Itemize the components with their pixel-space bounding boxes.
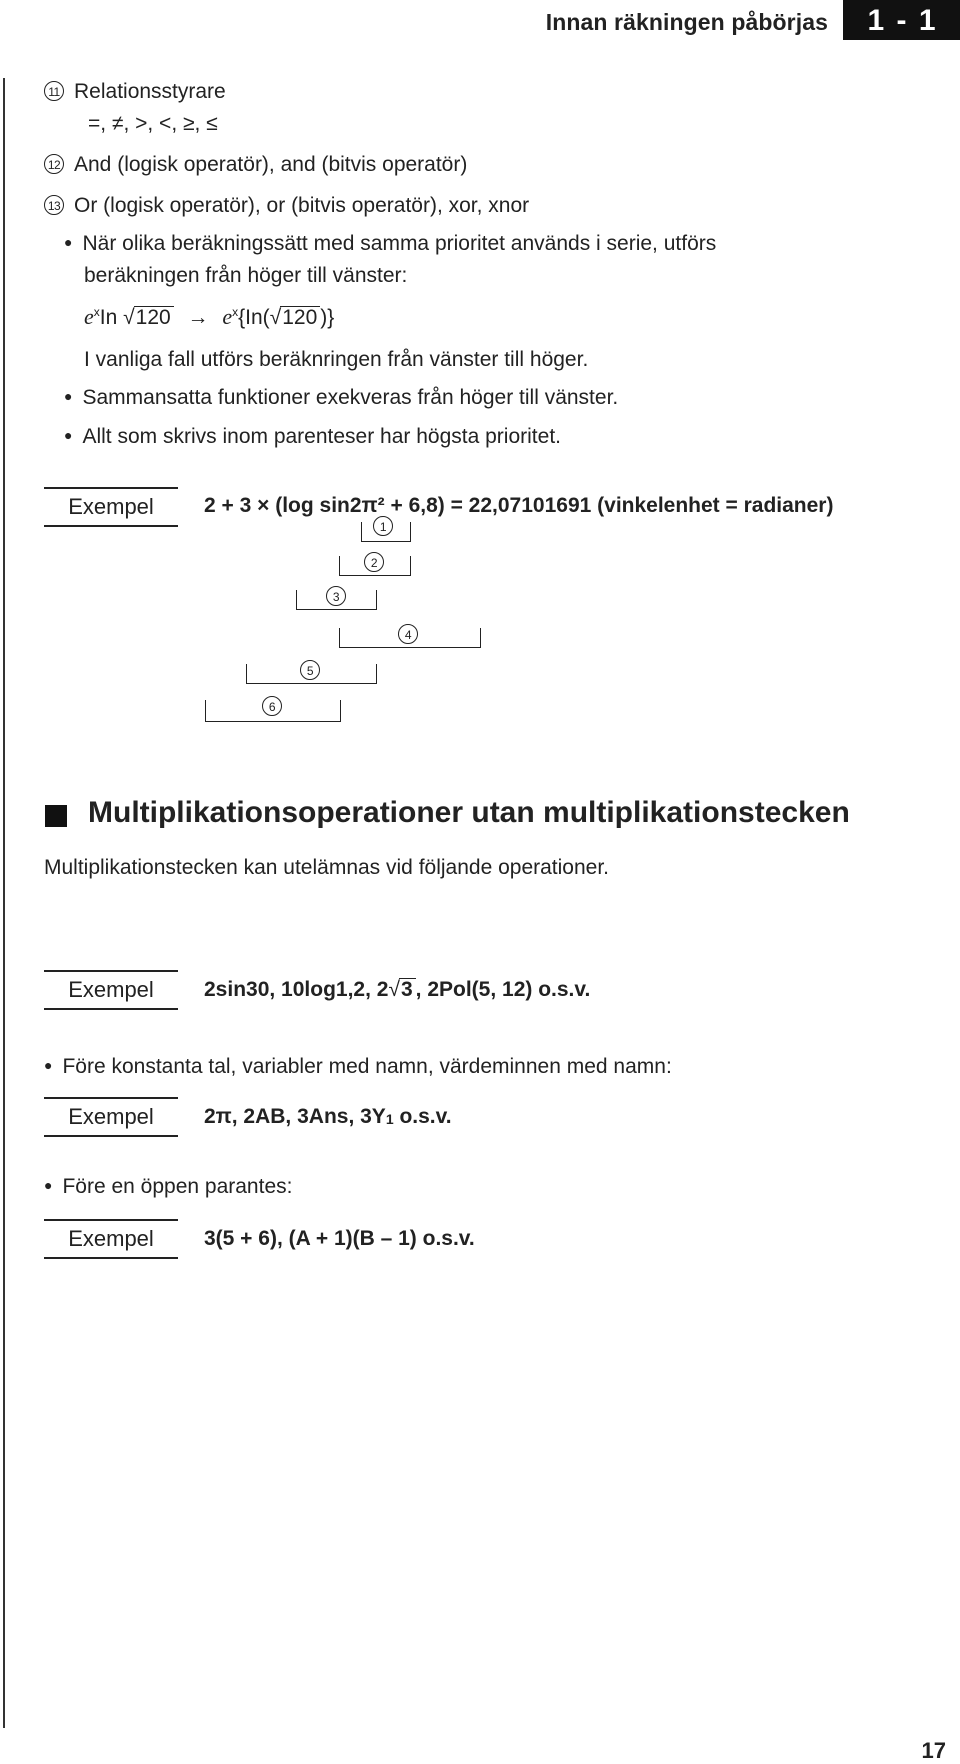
- sqrt-icon: √: [269, 306, 282, 329]
- example-3-expression: 2π, 2AB, 3Ans, 3Y1 o.s.v.: [204, 1105, 452, 1128]
- bracket-5-label: 5: [300, 660, 320, 682]
- bullet-1-note: I vanliga fall utförs beräknringen från vänster till höger.: [84, 348, 589, 371]
- circled-number: 13: [44, 195, 64, 215]
- bullet-text: Före en öppen parantes:: [62, 1175, 293, 1198]
- formula-example: $e^xIn$ $√120 \to e^x\{In(√120$ )}: [84, 304, 335, 329]
- bullet-icon: ●: [64, 234, 73, 250]
- circled-number: 11: [44, 81, 64, 101]
- circled-number: 12: [44, 154, 64, 174]
- bracket-4-label: 4: [398, 624, 418, 646]
- sqrt-icon: √: [123, 306, 135, 329]
- example-1-expression: 2 + 3 × (log sin2π² + 6,8) = 22,07101691 (vinkelenhet = radianer): [204, 494, 834, 517]
- page-number: 17: [921, 1738, 946, 1763]
- item-text: And (logisk operatör), and (bitvis operatör): [74, 153, 468, 176]
- item-12: [44, 153, 467, 177]
- example-4-expression: 3(5 + 6), (A + 1)(B – 1) o.s.v.: [204, 1227, 475, 1250]
- example-2-expression: 2sin30, 10log1,2, 2√3 , 2Pol(5, 12) o.s.v.: [204, 978, 591, 1001]
- section-intro: Multiplikationstecken kan utelämnas vid följande operationer.: [44, 856, 610, 879]
- bracket-3-label: 3: [326, 586, 346, 608]
- bullet-5: [44, 1175, 292, 1199]
- bracket-1-label: 1: [373, 516, 393, 538]
- bullet-icon: ●: [44, 1057, 53, 1073]
- example-label: Exempel: [44, 970, 178, 1010]
- bullet-icon: ●: [64, 388, 73, 404]
- bullet-icon: ●: [44, 1177, 53, 1193]
- item-text: Or (logisk operatör), or (bitvis operatör), xor, xnor: [74, 194, 530, 217]
- bullet-3: [64, 425, 561, 449]
- item-13: [44, 194, 529, 218]
- section-number-badge: 1 - 1: [843, 0, 960, 40]
- bracket-6-label: 6: [262, 696, 282, 718]
- bullet-1-cont: beräkningen från höger till vänster:: [84, 264, 408, 287]
- section-square-icon: [45, 805, 67, 827]
- example-label: Exempel: [44, 1219, 178, 1259]
- item-11: [44, 80, 226, 104]
- bullet-text: Sammansatta funktioner exekveras från höger till vänster.: [82, 386, 619, 409]
- bullet-text: Allt som skrivs inom parenteser har högsta prioritet.: [82, 425, 561, 448]
- example-label: Exempel: [44, 487, 178, 527]
- header-title: Innan räkningen påbörjas: [545, 9, 828, 35]
- relational-operators: =, ≠, >, <, ≥, ≤: [88, 112, 218, 135]
- bullet-2: [64, 386, 618, 410]
- example-label: Exempel: [44, 1097, 178, 1137]
- item-text: Relationsstyrare: [74, 80, 226, 103]
- bullet-icon: ●: [64, 427, 73, 443]
- sqrt-icon: √: [388, 978, 400, 1001]
- bullet-text: Före konstanta tal, variabler med namn, värdeminnen med namn:: [62, 1055, 672, 1078]
- bracket-2-label: 2: [364, 552, 384, 574]
- section-title: Multiplikationsoperationer utan multiplikationstecken: [88, 796, 850, 829]
- bullet-1: [64, 232, 716, 256]
- bullet-4: [44, 1055, 672, 1079]
- margin-rule: [3, 78, 5, 1728]
- bullet-text: När olika beräkningssätt med samma prioritet används i serie, utförs: [82, 232, 717, 255]
